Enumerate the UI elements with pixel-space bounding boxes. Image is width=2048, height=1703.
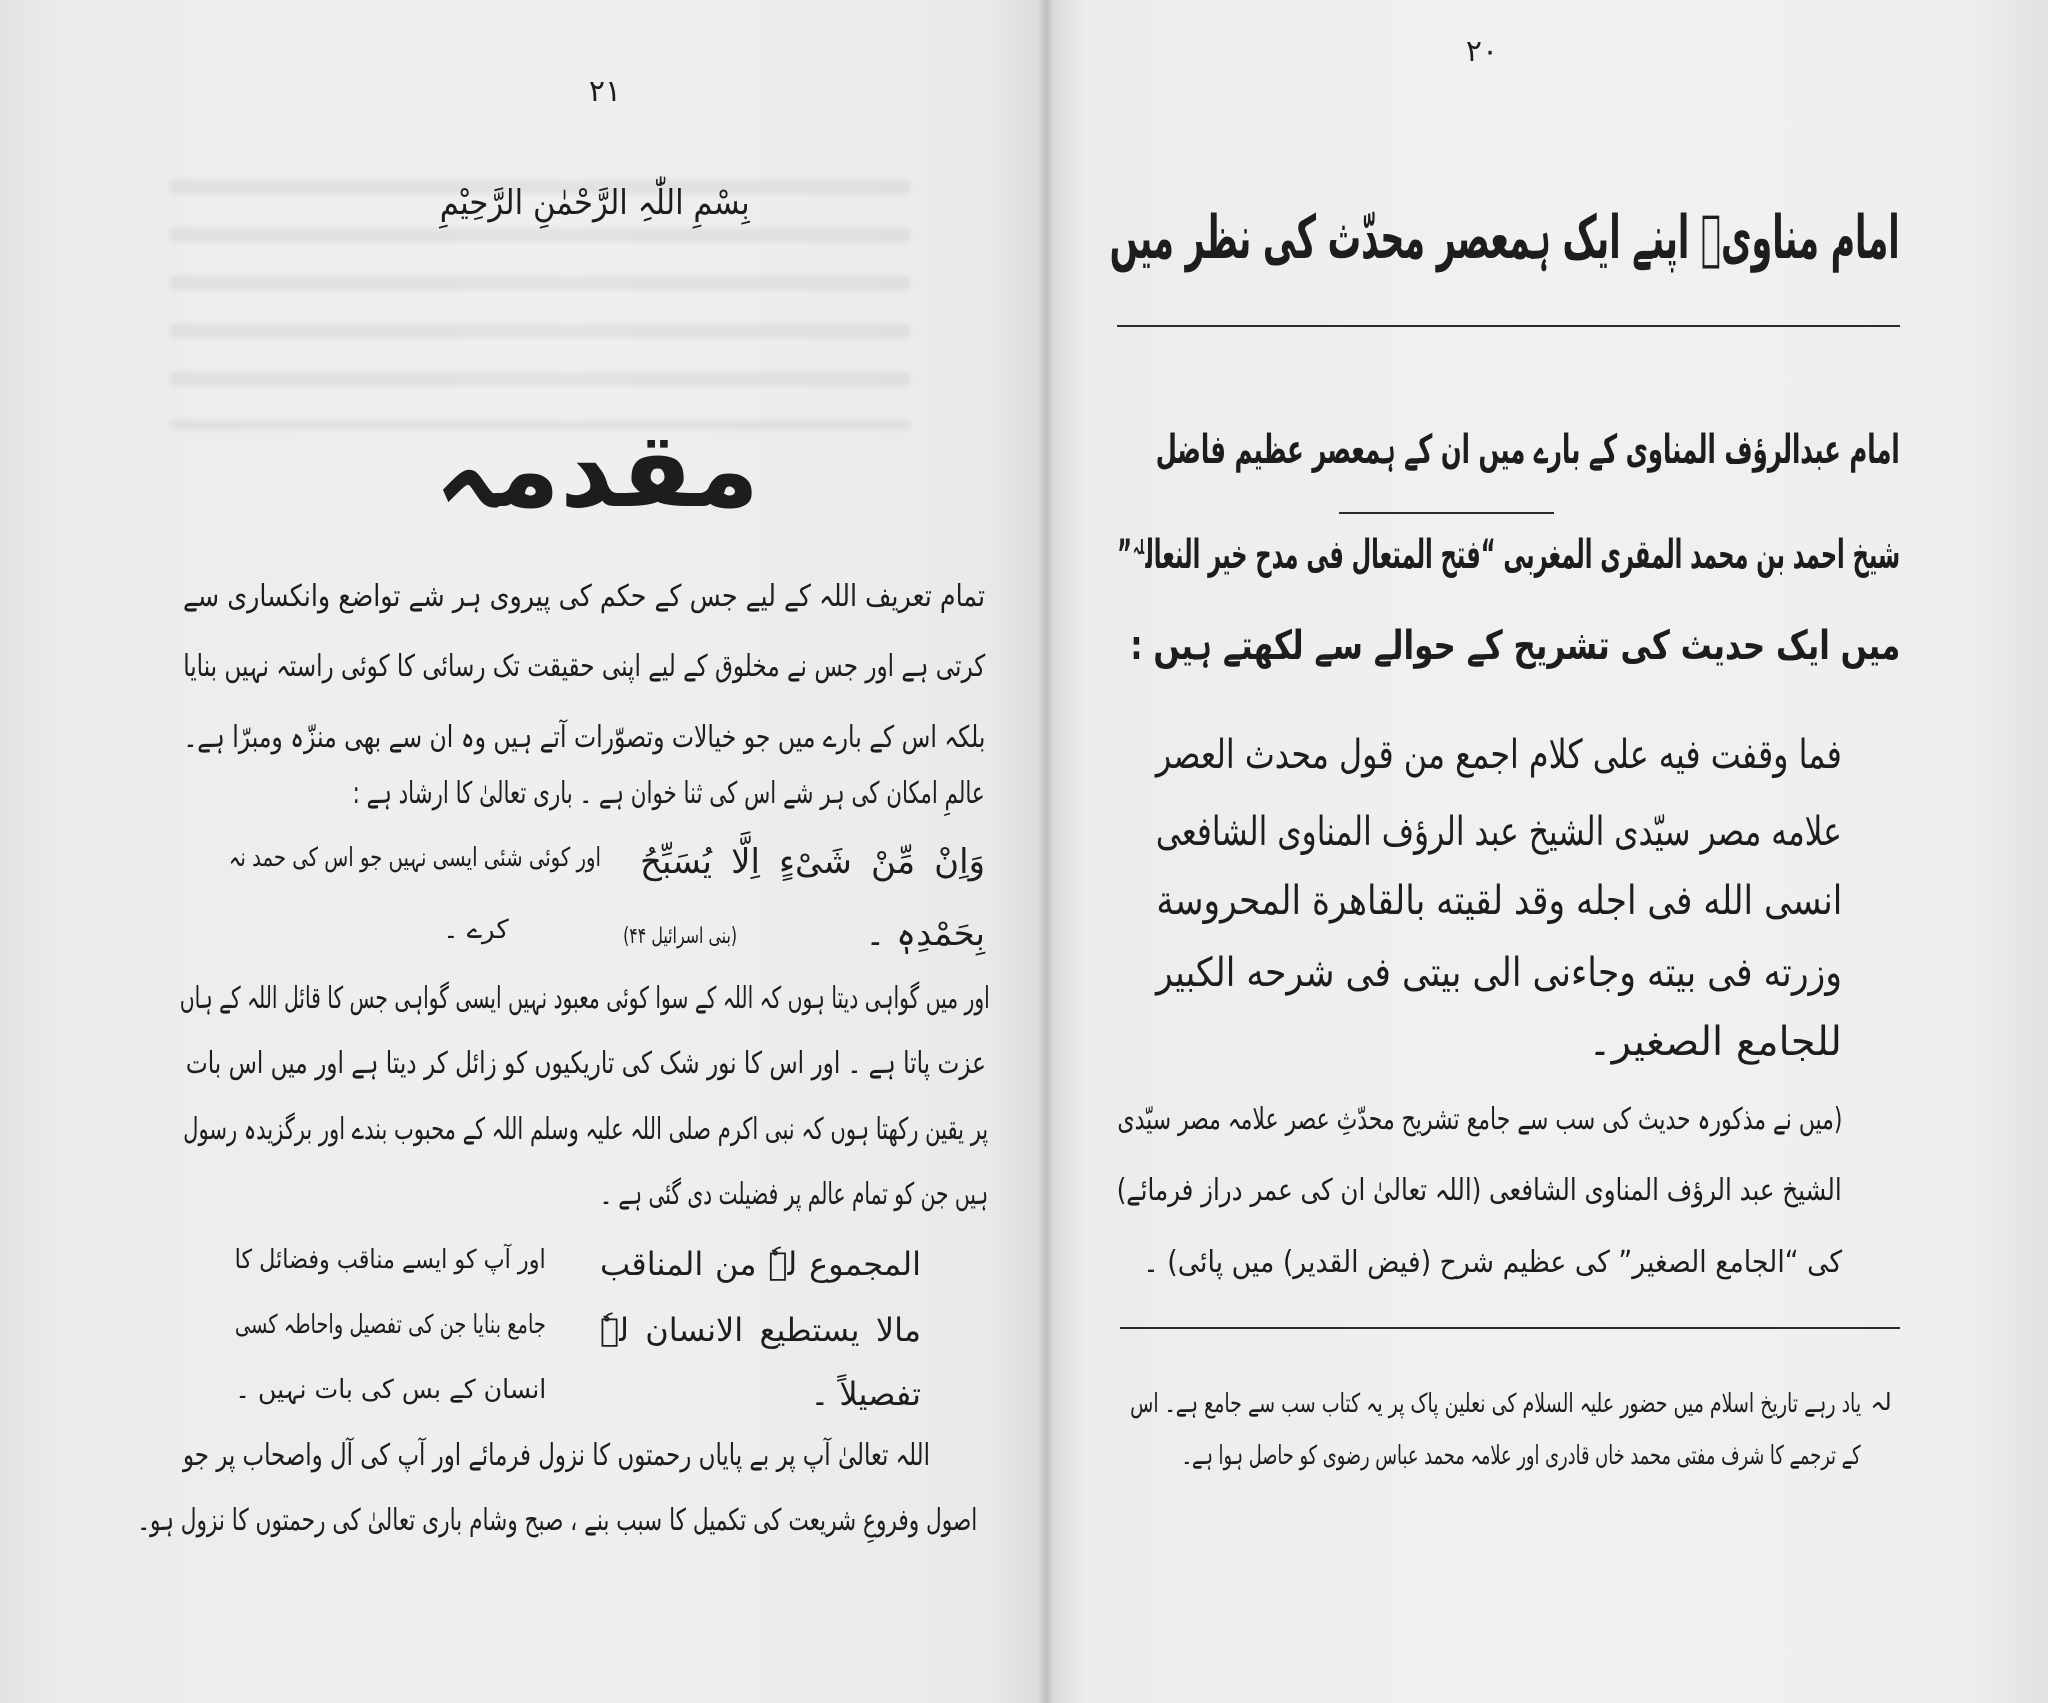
poem-arabic-text: تفصیلاً ۔ [810, 1375, 921, 1413]
arabic-quote-line [1156, 800, 1842, 864]
quote-translation-line [1117, 1163, 1842, 1219]
intro-heading-text: میں ایک حدیث کی تشریح کے حوالے سے لکھتے ہیں : [1130, 623, 1900, 669]
intro-heading-line [1156, 418, 1900, 482]
testimony-paragraph-line-text: ہیں جن کو تمام عالم پر فضیلت دی گئی ہے ۔ [600, 1177, 988, 1212]
intro-paragraph-line [353, 764, 985, 824]
poem-translation-text: اور آپ کو ایسے مناقب وفضائل کا [235, 1245, 546, 1275]
bismillah-text: بِسْمِ اللّٰہِ الرَّحْمٰنِ الرَّحِیْمِ [439, 183, 750, 223]
footnote-reference-marker: لہ [1132, 534, 1145, 559]
quote-translation-text: الشیخ عبد الرؤف المناوی الشافعی (اللہ تعالیٰ ان کی عمر دراز فرمائے) [1117, 1173, 1842, 1208]
poem-translation-text: انسان کے بس کی بات نہیں ۔ [235, 1375, 546, 1405]
poem-translation-line [235, 1230, 546, 1290]
footnote-marker-text: لہ [1870, 1388, 1892, 1416]
arabic-quote-line [1156, 1010, 1842, 1074]
intro-paragraph-line-text: بلکہ اس کے بارے میں جو خیالات وتصوّرات آتے ہیں وہ ان سے بھی منزّہ ومبرّا ہے۔ [183, 720, 985, 755]
arabic-quote-text: وزرته فی بیته وجاءنی الی بیتی فی شرحه الکبیر [1156, 950, 1842, 996]
right-page-number [1442, 30, 1522, 74]
intro-paragraph-line-text: تمام تعریف اللہ کے لیے جس کے حکم کی پیروی ہر شے تواضع وانکساری سے [183, 579, 985, 614]
arabic-quote-line [1156, 941, 1842, 1005]
chapter-title [1110, 188, 1900, 288]
arabic-quote-text: انسی الله فی اجله وقد لقیته بالقاهرة المحروسة [1156, 878, 1842, 924]
intro-paragraph-line [183, 708, 985, 768]
closing-paragraph-line [137, 1491, 977, 1551]
intro-heading-text: امام عبدالرؤف المناوی کے بارے میں ان کے ہمعصر عظیم فاضل [1156, 427, 1900, 473]
verse-translation-line [436, 900, 516, 960]
title-rule [1117, 325, 1900, 327]
poem-arabic-text: مالا یستطیع الانسان لہٗ [600, 1311, 921, 1349]
footnote-line [1130, 1378, 1861, 1430]
arabic-quote-text: فما وقفت فیه علی کلام اجمع من قول محدث العصر [1156, 732, 1842, 778]
footnote-line [1182, 1430, 1861, 1482]
quote-translation-line [1117, 1092, 1842, 1148]
verse-reference-text: (بنی اسرائیل ۴۴) [623, 924, 737, 949]
intro-paragraph-line-text: عالمِ امکان کی ہر شے اس کی ثنا خوان ہے ۔ باری تعالیٰ کا ارشاد ہے : [353, 776, 985, 811]
testimony-paragraph-line [600, 1165, 988, 1225]
footnote-rule [1120, 1327, 1900, 1329]
intro-heading-line [1130, 614, 1900, 678]
footnote-line-text: یاد رہے تاریخ اسلام میں حضور علیہ السلام کی نعلین پاک پر یہ کتاب سب سے جامع ہے۔ اس [1130, 1389, 1861, 1419]
verse-arabic-line [640, 832, 985, 892]
chapter-title-text: امام مناویؒ اپنے ایک ہمعصر محدّث کی نظر میں [1110, 203, 1900, 273]
verse-translation-text: کرے ۔ [443, 915, 509, 945]
quote-translation-line [1143, 1235, 1842, 1291]
testimony-paragraph-line [186, 1034, 986, 1094]
verse-arabic-line [849, 904, 985, 964]
closing-paragraph-line-text: اللہ تعالیٰ آپ پر بے پایاں رحمتوں کا نزول فرمائے اور آپ کی آل واصحاب پر جو [183, 1438, 930, 1473]
poem-arabic-text: المجموع لہٗ من المناقب [600, 1245, 921, 1283]
verse-arabic-text: بِحَمْدِہٖ ۔ [865, 914, 985, 954]
closing-paragraph-line-text: اصول وفروعِ شریعت کی تکمیل کا سبب بنے ، صبح وشام باری تعالیٰ کی رحمتوں کا نزول ہو۔ [137, 1503, 977, 1538]
testimony-paragraph-line [180, 969, 990, 1029]
testimony-paragraph-line-text: عزت پاتا ہے ۔ اور اس کا نور شک کی تاریکیوں کو زائل کر دیتا ہے اور میں اس بات [186, 1046, 986, 1081]
closing-quote: ” [1117, 532, 1132, 578]
intro-paragraph-line-text: کرتی ہے اور جس نے مخلوق کے لیے اپنی حقیقت تک رسائی کا کوئی راستہ نہیں بنایا [183, 649, 985, 684]
quote-translation-text: کی “الجامع الصغیر” کی عظیم شرح (فیض القدیر) میں پائی) ۔ [1143, 1245, 1842, 1280]
quote-translation-text: (میں نے مذکورہ حدیث کی سب سے جامع تشریح محدّثِ عصر علامہ مصر سیّدی [1117, 1102, 1842, 1137]
arabic-quote-text: للجامع الصغیر۔ [1588, 1019, 1842, 1065]
intro-heading-text [1117, 523, 1900, 587]
testimony-paragraph-line-text: پر یقین رکھتا ہوں کہ نبی اکرم صلی اللہ علیہ وسلم اللہ کے محبوب بندے اور برگزیدہ رسول [183, 1112, 988, 1147]
poem-arabic-line [600, 1300, 921, 1360]
closing-paragraph-line [183, 1426, 930, 1486]
left-page-number-text: ۲۱ [588, 74, 622, 109]
testimony-paragraph-line-text: اور میں گواہی دیتا ہوں کہ اللہ کے سوا کوئی معبود نہیں ایسی گواہی جس کا قائل اللہ کے ہاں [180, 981, 990, 1016]
verse-translation-text: اور کوئی شئی ایسی نہیں جو اس کی حمد نہ [229, 843, 601, 873]
poem-translation-line [235, 1295, 546, 1355]
arabic-quote-line [1156, 869, 1842, 933]
verse-arabic-text: وَاِنْ مِّنْ شَیْءٍ اِلَّا یُسَبِّحُ [640, 842, 985, 882]
footnote-marker [1862, 1380, 1900, 1424]
footnote-line-text: کے ترجمے کا شرف مفتی محمد خاں قادری اور علامہ محمد عباس رضوی کو حاصل ہوا ہے۔ [1182, 1441, 1861, 1471]
verse-reference [623, 912, 737, 962]
arabic-quote-line [1156, 723, 1842, 787]
book-title-text: شیخ احمد بن محمد المقری المغربی “فتح المتعال فی مدح خیر النعال [1145, 532, 1900, 578]
arabic-quote-text: علامه مصر سیّدی الشیخ عبد الرؤف المناوی الشافعی [1156, 809, 1842, 855]
poem-arabic-line [600, 1234, 921, 1294]
verse-translation-line [229, 828, 601, 888]
poem-translation-line [235, 1360, 546, 1420]
poem-translation-text: جامع بنایا جن کی تفصیل واحاطہ کسی [235, 1310, 546, 1340]
intro-heading-line [1117, 523, 1900, 587]
intro-paragraph-line [183, 637, 985, 697]
intro-underline [1339, 512, 1554, 514]
right-page-number-text: ۲۰ [1465, 34, 1499, 69]
left-page-number [565, 70, 645, 114]
page-heading-text: مقدمہ [434, 409, 760, 531]
